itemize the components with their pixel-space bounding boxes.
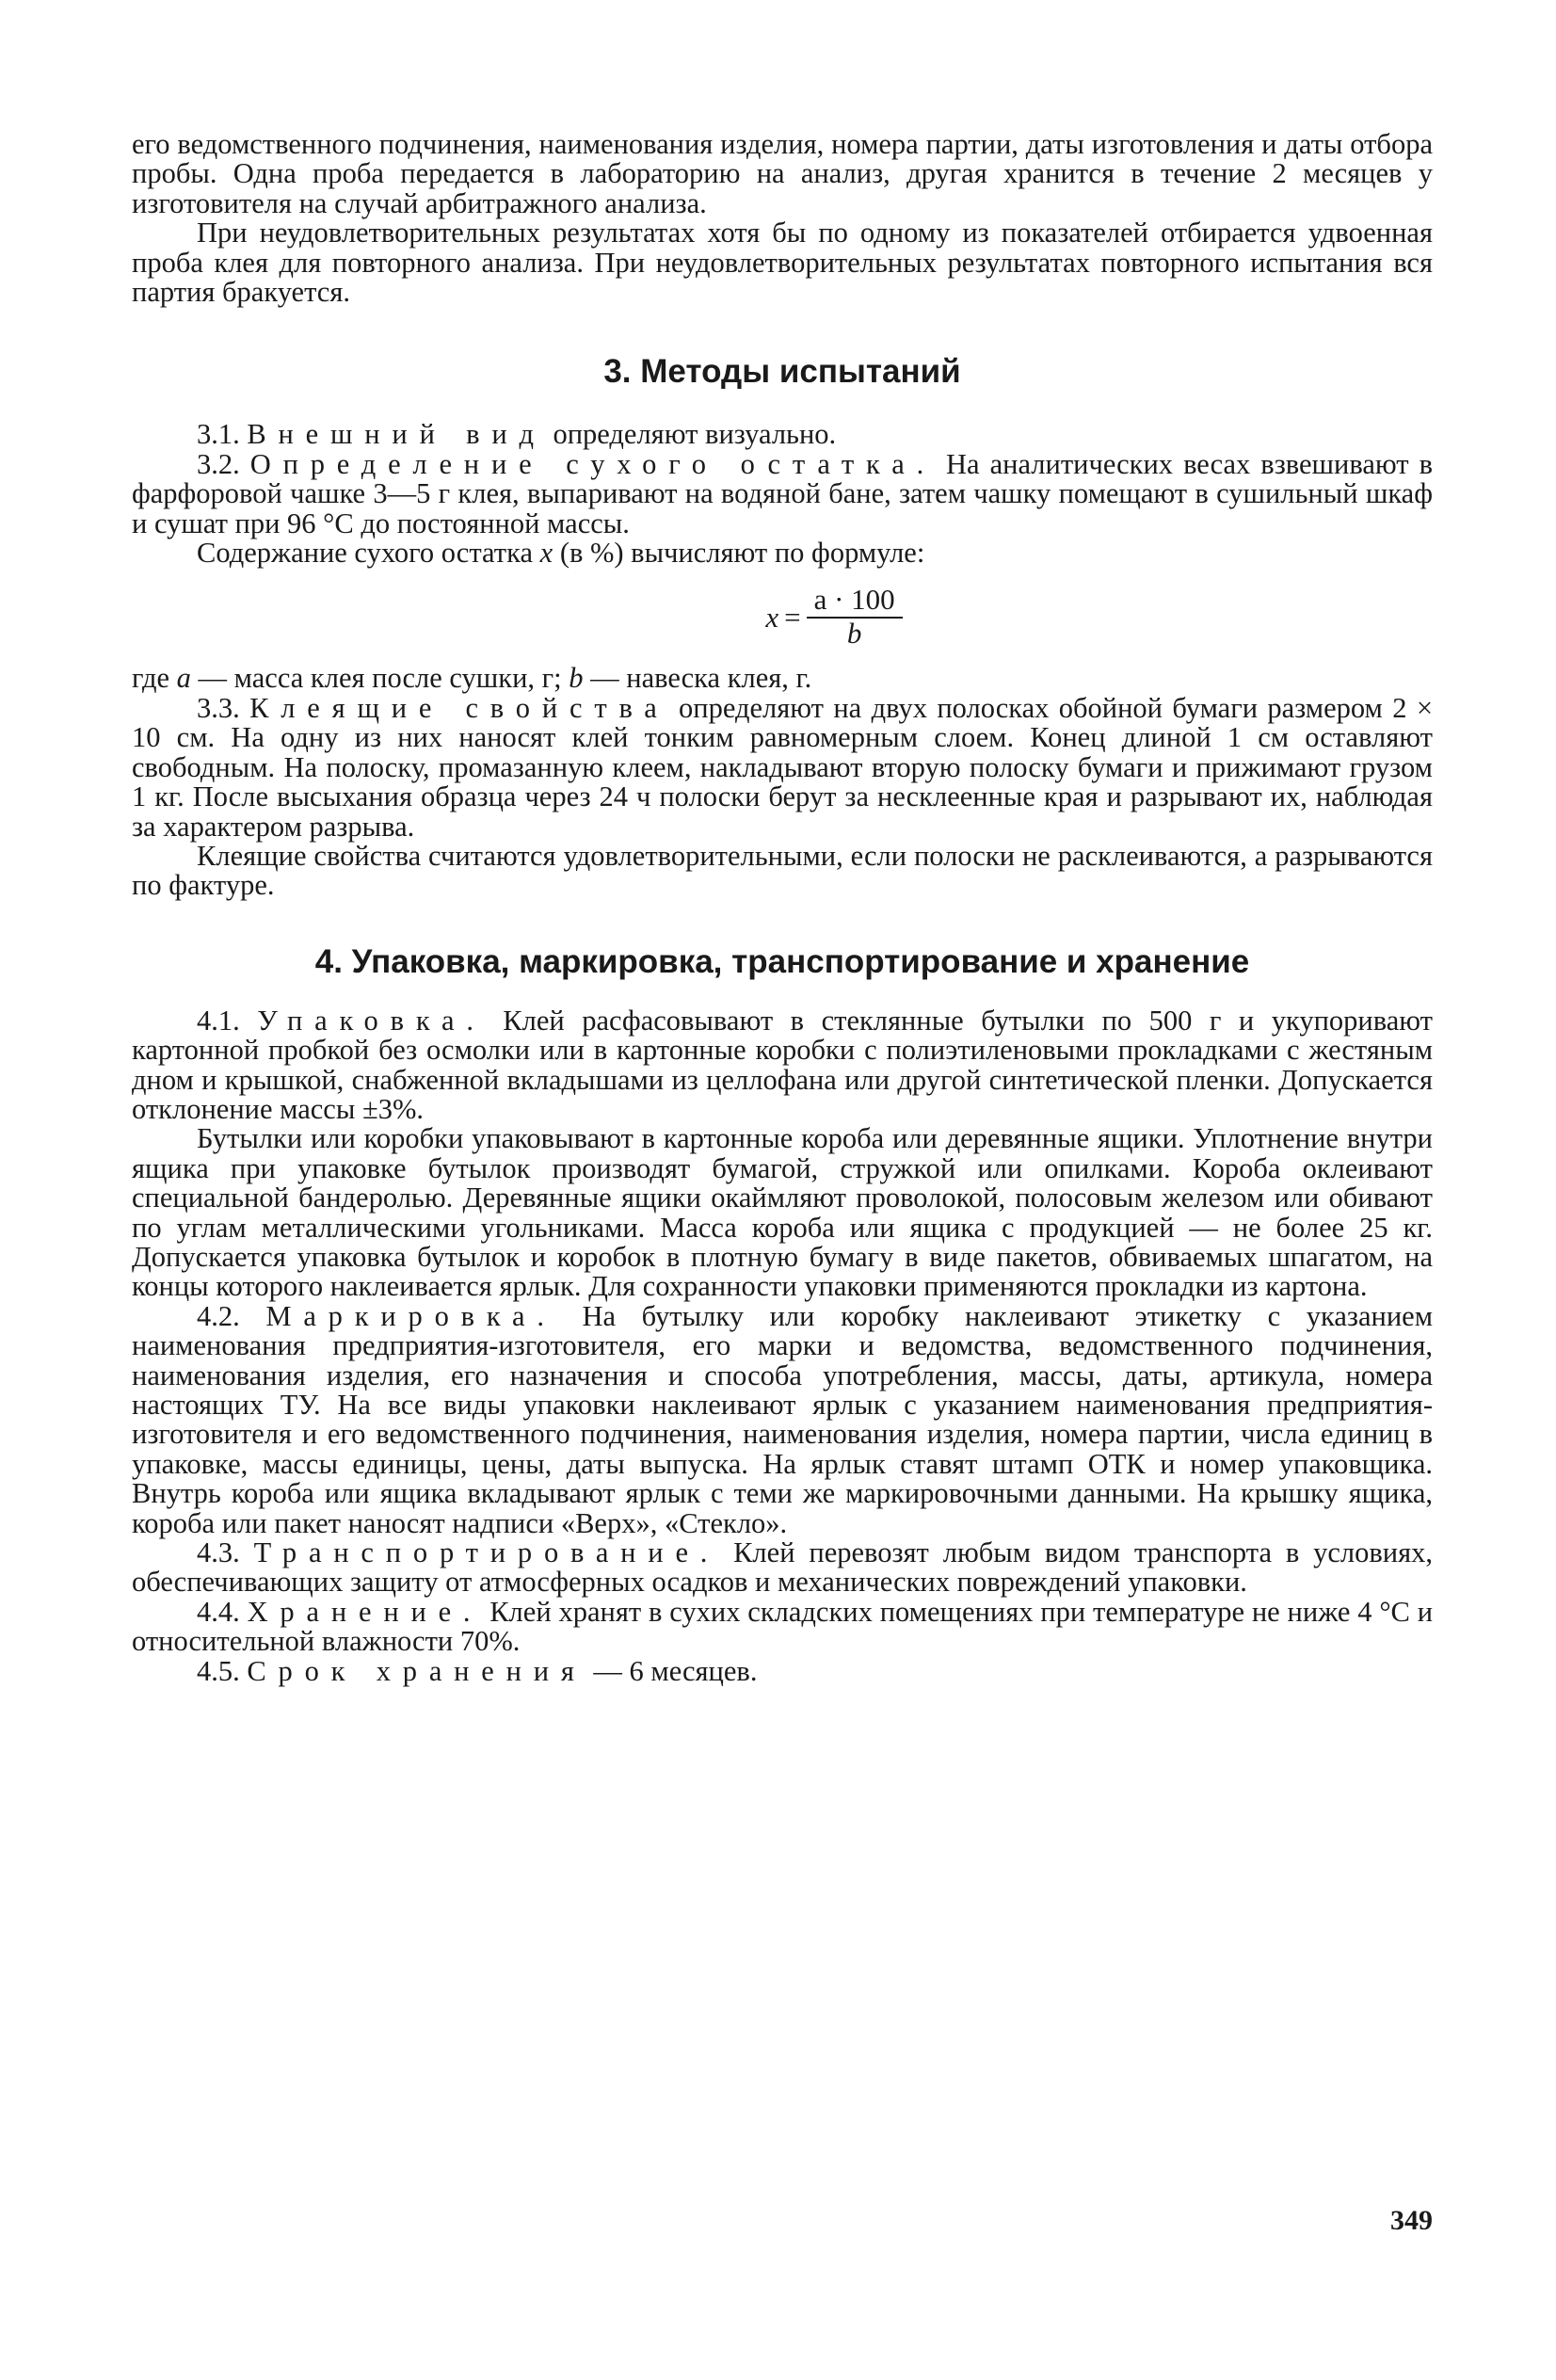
clause-term: Внешний вид: [247, 418, 546, 451]
section-3-heading: 3. Методы испытаний: [603, 353, 961, 391]
formula-denominator: b: [846, 617, 862, 651]
clause-number: 4.3.: [197, 1536, 240, 1569]
intro-paragraph-1: его ведомственного подчинения, наименования изделия, номера партии, даты изготовления и даты отбора пробы. Одна проба передается в лабораторию на анализ, другая хранится в течение 2 месяцев у изготовителя на случай арбитражного анализа.: [132, 128, 1433, 219]
clause-number: 4.2.: [197, 1299, 240, 1332]
clause-text: определяют на двух полосках обойной бумаги размером 2 × 10 см. На одну из них наносят клей тонким равномерным слоем. Конец длиной 1 см оставляют свободным. На полоску, промазанную клеем, накладывают вторую полоску бумаги и прижимают грузом 1 кг. После высыхания образца через 24 ч полоски берут за несклеенные края и разрывают их, наблюдая за характером разрыва.: [132, 691, 1434, 843]
clause-4-5: [132, 1654, 1433, 1687]
clause-term: Срок хранения: [247, 1654, 586, 1687]
clause-term: Маркировка.: [265, 1299, 556, 1332]
clause-term: Упаковка.: [257, 1004, 486, 1037]
section-4-heading: 4. Упаковка, маркировка, транспортирование и хранение: [314, 942, 1250, 980]
clause-text: — 6 месяцев.: [593, 1654, 758, 1687]
formula-legend: где a — масса клея после сушки, г; b — навеска клея, г.: [132, 662, 812, 695]
clause-number: 4.5.: [197, 1654, 240, 1687]
clause-term: Транспортирование.: [253, 1536, 720, 1569]
intro-paragraph-2: При неудовлетворительных результатах хотя бы по одному из показателей отбирается удвоенная проба клея для повторного анализа. При неудовлетворительных результатах повторного испытания вся партия бракуется.: [132, 217, 1433, 309]
formula-intro: Содержание сухого остатка x (в %) вычисляют по формуле:: [197, 537, 925, 570]
dry-residue-formula: [132, 585, 1433, 649]
clause-text: Клей перевозят любым видом транспорта в условиях, обеспечивающих защиту от атмосферных осадков и механических повреждений упаковки.: [132, 1536, 1433, 1599]
clause-number: 4.1.: [197, 1004, 240, 1037]
clause-number: 3.3.: [197, 691, 240, 724]
clause-3-1: [132, 420, 1433, 449]
clause-3-3: [132, 691, 1434, 843]
clause-3-2: [132, 447, 1434, 539]
clause-text: Клей хранят в сухих складских помещениях при температуре не ниже 4 °С и относительной влажности 70%.: [132, 1595, 1434, 1658]
clause-number: 4.4.: [197, 1595, 240, 1628]
clause-4-4: [132, 1595, 1434, 1658]
clause-4-1: [132, 1006, 1433, 1125]
page-number: 349: [1390, 2205, 1433, 2236]
variable-x: x: [539, 537, 553, 570]
clause-term: Клеящие свойства: [249, 691, 669, 724]
clause-4-3: [132, 1538, 1433, 1598]
clause-text: Клей расфасовывают в стеклянные бутылки по 500 г и укупоривают картонной пробкой без осмолки или в картонные коробки с полиэтиленовыми прокладками с жестяным дном и крышкой, снабженной вкладышами из целлофана или другой синтетической пленки. Допускается отклонение массы ±3%.: [132, 1004, 1434, 1125]
clause-text: На аналитических весах взвешивают в фарфоровой чашке 3—5 г клея, выпаривают на водяной бане, затем чашку помещают в сушильный шкаф и сушат при 96 °С до постоянной массы.: [132, 447, 1434, 539]
formula-fraction: [807, 585, 903, 649]
clause-4-1-packing: Бутылки или коробки упаковывают в картонные короба или деревянные ящики. Уплотнение внутри ящика при упаковке бутылок производят бумагой, стружкой или опилками. Короба оклеивают специальной бандеролью. Деревянные ящики окаймляют проволокой, полосовым железом или обивают по углам металлическими угольниками. Масса короба или ящика с продукцией — не более 25 кг. Допускается упаковка бутылок и коробок в плотную бумагу в виде пакетов, обвиваемых шпагатом, на концы которого наклеивается ярлык. Для сохранности упаковки применяются прокладки из картона.: [132, 1122, 1433, 1303]
clause-term: Определение сухого остатка.: [249, 447, 936, 480]
clause-number: 3.1.: [197, 418, 240, 451]
clause-text: определяют визуально.: [553, 418, 837, 451]
clause-4-2: [132, 1299, 1433, 1539]
document-page: [132, 130, 1433, 1686]
formula-equals: =: [784, 600, 801, 634]
formula-numerator: a · 100: [807, 585, 903, 619]
clause-text: На бутылку или коробку наклеивают этикетку с указанием наименования предприятия-изготовителя, его марки и ведомства, ведомственного подчинения, наименования изделия, его назначения и способа употребления, массы, даты, артикула, номера настоящих ТУ. На все виды упаковки наклеивают ярлык с указанием наименования предприятия-изготовителя и его ведомственного подчинения, наименования изделия, номера партии, числа единиц в упаковке, массы единицы, цены, даты выпуска. На ярлык ставят штамп ОТК и номер упаковщика. Внутрь короба или ящика вкладывают ярлык с теми же маркировочными данными. На крышку ящика, короба или пакет наносят надписи «Верх», «Стекло».: [132, 1299, 1433, 1539]
clause-term: Хранение.: [247, 1595, 483, 1628]
clause-number: 3.2.: [197, 447, 240, 480]
clause-3-3-conclusion: Клеящие свойства считаются удовлетворительными, если полоски не расклеиваются, а разрываются по фактуре.: [132, 839, 1433, 902]
formula-lhs: x: [765, 600, 779, 634]
